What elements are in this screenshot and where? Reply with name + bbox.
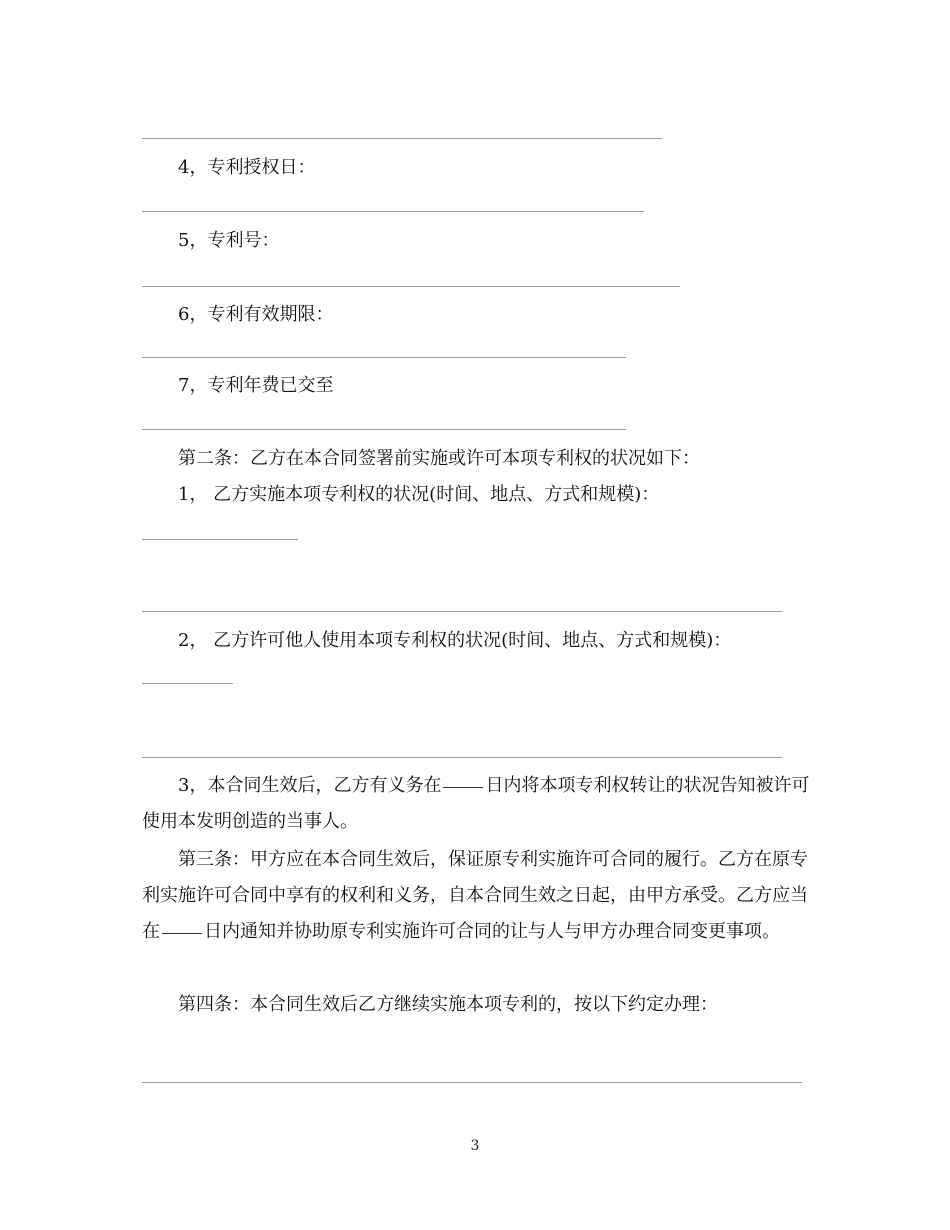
days-blank (162, 932, 202, 934)
fill-line (142, 286, 680, 287)
fill-line (142, 138, 662, 139)
fill-line (142, 1082, 802, 1083)
item-5-patent-number: 5，专利号： (178, 230, 280, 251)
article-4-heading: 第四条：本合同生效后乙方继续实施本项专利的，按以下约定办理： (178, 994, 718, 1015)
page-number: 3 (470, 1138, 480, 1154)
fill-line (142, 539, 298, 540)
item-4-patent-grant-date: 4，专利授权日： (178, 157, 316, 178)
fill-line (142, 683, 233, 684)
article-2-point-2: 2， 乙方许可他人使用本项专利权的状况(时间、地点、方式和规模)： (178, 630, 732, 651)
article-2-point-3-text-end: 日内将本项专利权转让的状况告知被许可使用本发明创造的当事人。 (142, 775, 810, 832)
article-2-point-3 (142, 768, 810, 840)
item-7-annual-fee: 7，专利年费已交至 (178, 375, 334, 396)
fill-line (142, 429, 626, 430)
fill-line (142, 211, 644, 212)
item-6-patent-validity: 6，专利有效期限： (178, 304, 334, 325)
article-2-heading: 第二条：乙方在本合同签署前实施或许可本项专利权的状况如下： (178, 448, 700, 469)
article-3-text-start: 第三条：甲方应在本合同生效后，保证原专利实施许可合同的履行。乙方在原专利实施许可合同中享有的权利和义务，自本合同生效之日起，由甲方承受。乙方应当在 (142, 849, 808, 942)
article-3-text-end: 日内通知并协助原专利实施许可合同的让与人与甲方办理合同变更事项。 (204, 921, 780, 942)
fill-line (142, 357, 626, 358)
fill-line (142, 611, 782, 612)
article-2-point-1: 1， 乙方实施本项专利权的状况(时间、地点、方式和规模)： (178, 484, 660, 505)
article-3 (142, 842, 810, 950)
days-blank (443, 786, 483, 788)
article-2-point-3-text-start: 3，本合同生效后，乙方有义务在 (178, 775, 442, 796)
fill-line (142, 757, 782, 758)
